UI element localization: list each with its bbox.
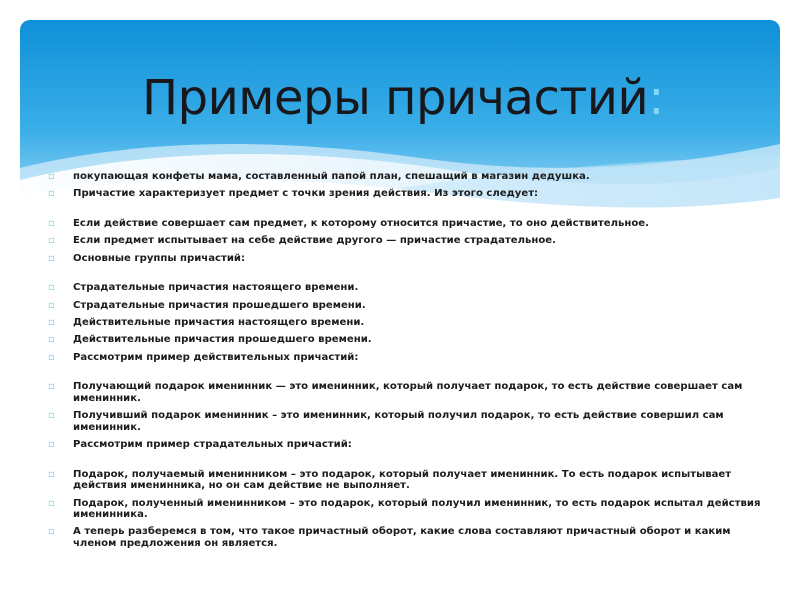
bullet-icon: ▫ [48, 171, 55, 182]
list-item [48, 469, 768, 492]
list-item [48, 526, 768, 549]
list-item-text: Получающий подарок именинник — это именинник, который получает подарок, то есть действие совершает сам именинник. [73, 381, 743, 404]
list-item [48, 235, 768, 247]
bullet-icon: ▫ [48, 188, 55, 200]
list-item [48, 498, 768, 521]
list-item-text: Если предмет испытывает на себе действие другого — причастие страдательное. [73, 235, 556, 247]
bullet-icon: ▫ [48, 334, 55, 346]
bullet-icon: ▫ [48, 381, 55, 393]
list-item [48, 352, 768, 364]
list-item-text: Основные группы причастий: [73, 252, 246, 264]
list-item [48, 188, 768, 200]
list-item [48, 253, 768, 265]
list-item [48, 171, 768, 183]
title-colon-accent: : [648, 70, 664, 126]
list-item-text: Причастие характеризует предмет с точки зрения действия. Из этого следует: [73, 188, 539, 200]
bullet-icon: ▫ [48, 218, 55, 230]
list-item-text: Страдательные причастия настоящего времени. [73, 282, 359, 294]
list-item [48, 317, 768, 329]
list-item-text: Страдательные причастия прошедшего времени. [73, 299, 366, 311]
list-item [48, 410, 768, 433]
bullet-icon: ▫ [48, 497, 55, 509]
list-item-text: А теперь разберемся в том, что такое причастный оборот, какие слова составляют причастный оборот и каким членом предложения он является. [73, 526, 731, 549]
list-item-text: Рассмотрим пример действительных причастий: [73, 351, 359, 363]
list-item-text: Подарок, полученный именинником – это подарок, который получил именинник, то есть подарок испытал действия именинника. [73, 497, 761, 521]
list-item-text: Если действие совершает сам предмет, к которому относится причастие, то оно действительное. [73, 218, 649, 230]
list-item [48, 300, 768, 312]
list-item [48, 218, 768, 230]
list-item [48, 282, 768, 294]
bullet-icon: ▫ [48, 351, 55, 363]
page-title-text: Примеры причастий [142, 70, 649, 126]
list-item-text: Рассмотрим пример страдательных причастий: [73, 439, 352, 451]
bullet-icon: ▫ [48, 235, 55, 247]
list-item-text: покупающая конфеты мама, составленный папой план, спешащий в магазин дедушка. [73, 171, 590, 182]
list-item [48, 334, 768, 346]
bullet-icon: ▫ [48, 410, 55, 422]
page-title [142, 70, 664, 126]
bullet-list [48, 171, 768, 555]
list-item-text: Подарок, получаемый именинником – это подарок, который получает именинник. То есть подарок испытывает действия именинника, но он сам действие не выполняет. [73, 468, 732, 492]
bullet-icon: ▫ [48, 282, 55, 294]
list-item-text: Получивший подарок именинник – это именинник, который получил подарок, то есть действие совершил сам именинник. [73, 410, 724, 433]
list-item [48, 439, 768, 451]
bullet-icon: ▫ [48, 252, 55, 264]
list-item-text: Действительные причастия прошедшего времени. [73, 334, 372, 346]
bullet-icon: ▫ [48, 317, 55, 329]
list-item [48, 381, 768, 404]
bullet-icon: ▫ [48, 299, 55, 311]
bullet-icon: ▫ [48, 526, 55, 538]
list-item-text: Действительные причастия настоящего времени. [73, 317, 365, 329]
bullet-icon: ▫ [48, 468, 55, 480]
bullet-icon: ▫ [48, 439, 55, 451]
